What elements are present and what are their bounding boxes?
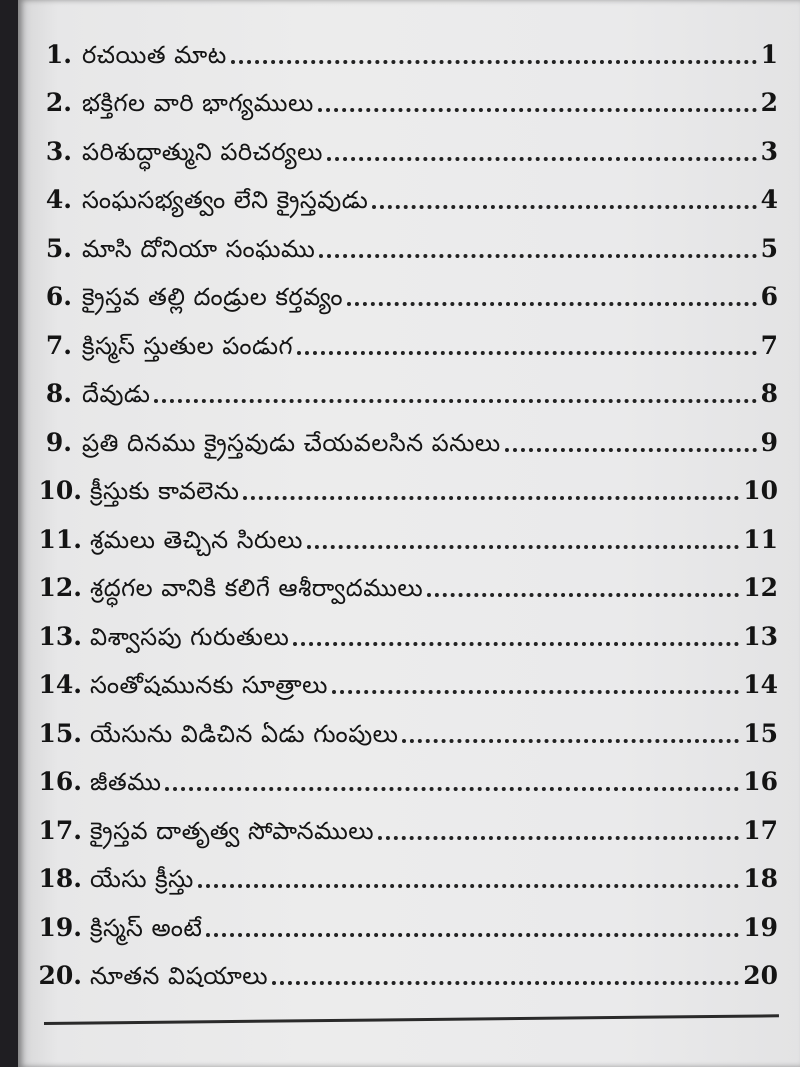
entry-page-number: 17 <box>743 815 778 845</box>
toc-entry <box>34 317 778 366</box>
toc-entry <box>34 754 778 803</box>
entry-page-number: 5 <box>760 233 778 263</box>
dot-leader <box>293 642 739 646</box>
dot-leader <box>505 448 757 452</box>
dot-leader <box>378 836 739 840</box>
entry-page-number: 10 <box>743 476 778 505</box>
dot-leader <box>347 302 757 306</box>
entry-title: ప్రతి దినము క్రైస్తవుడు చేయవలసిన పనులు <box>82 428 501 457</box>
entry-page-number: 1 <box>760 39 778 69</box>
dot-leader <box>165 787 739 791</box>
dot-leader <box>427 593 739 597</box>
entry-number: 14. <box>38 670 82 699</box>
entry-number: 6. <box>45 282 72 311</box>
toc-entry <box>34 948 778 997</box>
entry-number: 16. <box>38 767 82 796</box>
dot-leader <box>272 981 739 985</box>
entry-number: 8. <box>45 379 72 408</box>
entry-title: క్రిస్మస్ స్తుతుల పండుగ <box>82 331 294 360</box>
entry-page-number: 7 <box>760 330 778 360</box>
entry-title: క్రిస్మస్ అంటే <box>90 913 203 942</box>
entry-number: 19. <box>38 912 82 942</box>
entry-page-number: 18 <box>743 864 778 893</box>
entry-title: దేవుడు <box>82 380 151 408</box>
entry-number: 1. <box>45 39 72 69</box>
entry-page-number: 8 <box>760 379 778 408</box>
toc-entry <box>34 220 778 269</box>
entry-number: 11. <box>38 524 82 554</box>
dot-leader <box>402 739 739 743</box>
entry-number: 13. <box>38 621 82 651</box>
dot-leader <box>307 545 739 549</box>
entry-number: 17. <box>38 815 82 845</box>
entry-page-number: 13 <box>743 621 778 651</box>
toc-entry <box>34 802 778 851</box>
entry-page-number: 9 <box>760 427 778 457</box>
entry-title: క్రీస్తుకు కావలెను <box>90 477 240 505</box>
entry-page-number: 6 <box>760 282 778 311</box>
toc-entry <box>34 851 778 900</box>
dot-leader <box>318 108 757 112</box>
toc-entry <box>34 75 778 124</box>
dot-leader <box>206 933 739 937</box>
bottom-rule <box>44 1014 779 1025</box>
book-page <box>18 0 800 1067</box>
entry-title: భక్తిగల వారి భాగ్యములు <box>82 89 314 117</box>
entry-title: జీతము <box>90 768 162 796</box>
entry-title: క్రైస్తవ దాతృత్వ సోపానములు <box>90 816 375 845</box>
entry-number: 4. <box>45 185 72 214</box>
dot-leader <box>231 60 757 64</box>
toc-entry <box>34 414 778 463</box>
entry-page-number: 16 <box>743 767 778 796</box>
entry-title: శ్రద్ధగల వానికి కలిగే ఆశీర్వాదములు <box>90 574 424 602</box>
entry-number: 7. <box>45 330 72 360</box>
toc-entry <box>34 608 778 657</box>
toc-entry <box>34 511 778 560</box>
entry-title: నూతన విషయాలు <box>90 962 269 990</box>
toc-entry <box>34 123 778 172</box>
entry-title: యేసు క్రీస్తు <box>90 865 194 893</box>
entry-number: 20. <box>38 961 82 990</box>
toc-entry <box>34 560 778 609</box>
entry-page-number: 11 <box>743 524 778 554</box>
entry-page-number: 4 <box>760 185 778 214</box>
entry-title: విశ్వాసపు గురుతులు <box>90 622 290 651</box>
dot-leader <box>327 157 757 161</box>
entry-number: 15. <box>38 718 82 748</box>
toc-entry <box>34 657 778 706</box>
entry-page-number: 12 <box>743 573 778 602</box>
entry-title: సంఘసభ్యత్వం లేని క్రైస్తవుడు <box>82 186 369 214</box>
entry-number: 18. <box>38 864 82 893</box>
toc-entry <box>34 899 778 948</box>
entry-page-number: 2 <box>760 88 778 117</box>
toc-entry <box>34 26 778 75</box>
dot-leader <box>372 205 756 209</box>
entry-number: 5. <box>45 233 72 263</box>
toc-entry <box>34 705 778 754</box>
entry-title: శ్రమలు తెచ్చిన సిరులు <box>90 525 303 554</box>
entry-number: 10. <box>38 476 82 505</box>
dot-leader <box>243 496 739 500</box>
entry-title: క్రైస్తవ తల్లి దండ్రుల కర్తవ్యం <box>82 283 344 311</box>
toc-entry <box>34 172 778 221</box>
dot-leader <box>319 254 756 258</box>
dot-leader <box>198 884 739 888</box>
entry-page-number: 20 <box>743 961 778 990</box>
entry-number: 2. <box>45 88 72 117</box>
entry-title: సంతోషమునకు సూత్రాలు <box>90 671 328 699</box>
entry-title: మాసి దోనియా సంఘము <box>82 234 316 263</box>
entry-title: యేసును విడిచిన ఏడు గుంపులు <box>90 719 399 748</box>
entry-title: పరిశుద్ధాత్ముని పరిచర్యలు <box>82 137 323 166</box>
entry-page-number: 3 <box>760 136 778 166</box>
dot-leader <box>332 690 739 694</box>
entry-number: 9. <box>45 427 72 457</box>
dot-leader <box>154 399 756 403</box>
entry-page-number: 19 <box>743 912 778 942</box>
entry-number: 3. <box>45 136 72 166</box>
toc-entry <box>34 463 778 512</box>
entry-number: 12. <box>38 573 82 602</box>
table-of-contents <box>34 26 778 996</box>
entry-title: రచయిత మాట <box>82 40 227 69</box>
entry-page-number: 14 <box>743 670 778 699</box>
entry-page-number: 15 <box>743 718 778 748</box>
dot-leader <box>297 351 757 355</box>
toc-entry <box>34 366 778 415</box>
toc-entry <box>34 269 778 318</box>
